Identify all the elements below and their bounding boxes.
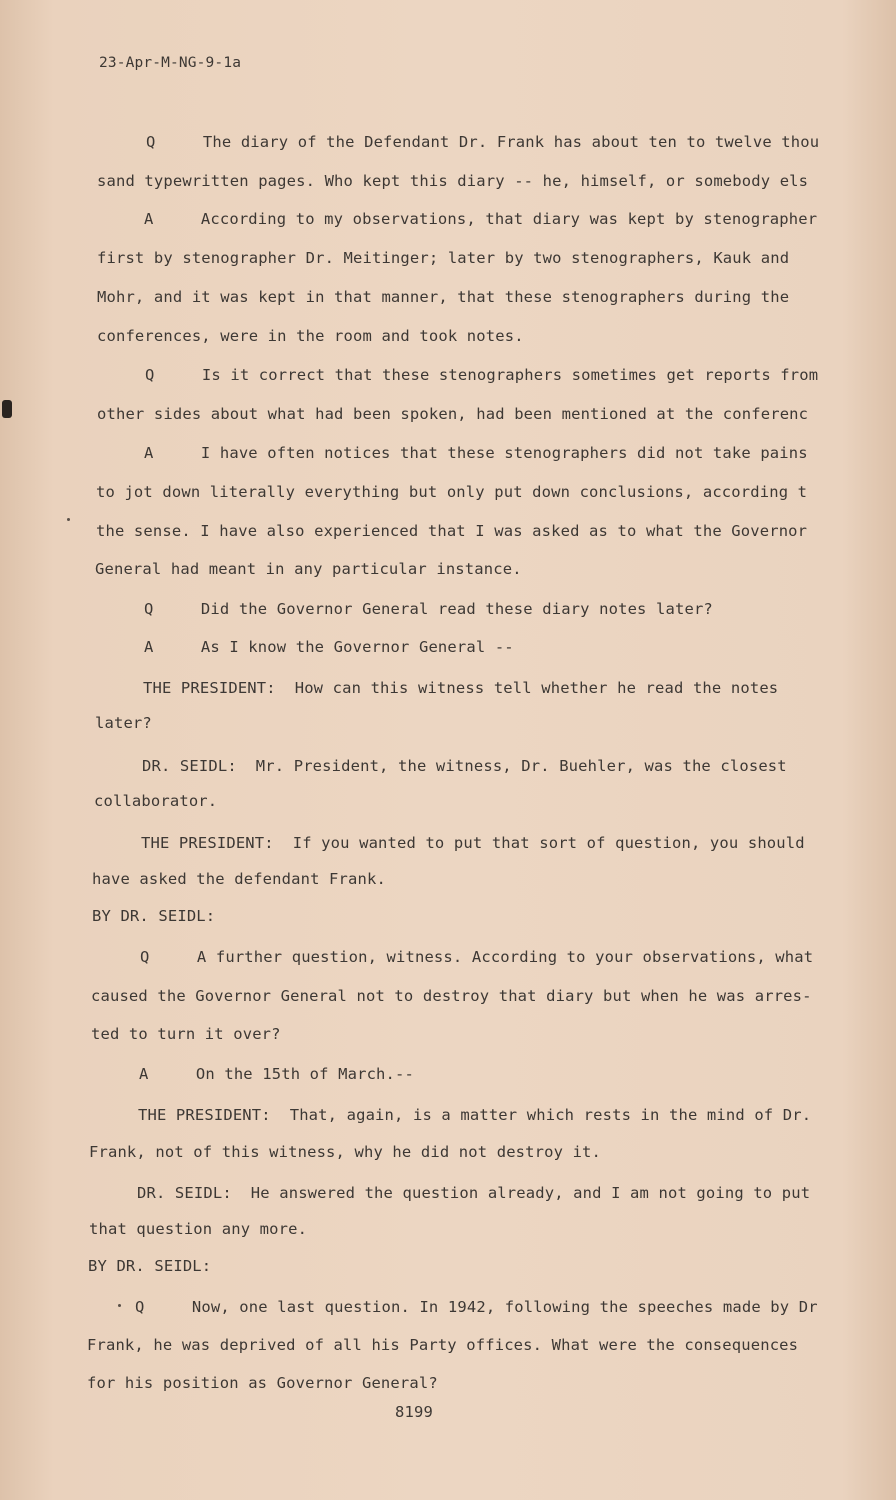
- text-line: Frank, he was deprived of all his Party offices. What were the consequences: [87, 1336, 799, 1354]
- text-line: first by stenographer Dr. Meitinger; later by two stenographers, Kauk and: [97, 249, 790, 267]
- text-line: later?: [95, 714, 152, 732]
- text-line: A As I know the Governor General --: [144, 638, 514, 656]
- text-line: Mohr, and it was kept in that manner, that these stenographers during the: [97, 288, 790, 306]
- document-id: 23-Apr-M-NG-9-1a: [99, 55, 242, 71]
- section-heading: BY DR. SEIDL:: [92, 907, 216, 925]
- text-line: Q Now, one last question. In 1942, following the speeches made by Dr: [135, 1298, 818, 1316]
- section-heading: BY DR. SEIDL:: [88, 1257, 212, 1275]
- text-line: Q Did the Governor General read these diary notes later?: [144, 600, 713, 618]
- text-line: caused the Governor General not to destroy that diary but when he was arres-: [91, 987, 812, 1005]
- text-line: Q Is it correct that these stenographers sometimes get reports from: [145, 366, 819, 384]
- text-line: A On the 15th of March.--: [139, 1065, 414, 1083]
- text-line: THE PRESIDENT: How can this witness tell whether he read the notes: [143, 679, 779, 697]
- text-line: ted to turn it over?: [91, 1025, 281, 1043]
- text-line: have asked the defendant Frank.: [92, 870, 386, 888]
- text-line: that question any more.: [89, 1220, 308, 1238]
- text-line: Q The diary of the Defendant Dr. Frank has about ten to twelve thou: [146, 133, 820, 151]
- text-line: Q A further question, witness. According to your observations, what: [140, 948, 814, 966]
- punch-hole: [2, 400, 12, 418]
- text-line: A I have often notices that these stenographers did not take pains: [144, 444, 808, 462]
- text-line: for his position as Governor General?: [87, 1374, 438, 1392]
- text-line: DR. SEIDL: Mr. President, the witness, Dr. Buehler, was the closest: [142, 757, 787, 775]
- text-line: General had meant in any particular instance.: [95, 560, 522, 578]
- text-line: DR. SEIDL: He answered the question already, and I am not going to put: [137, 1184, 811, 1202]
- paper-speck: [67, 518, 70, 521]
- text-line: other sides about what had been spoken, had been mentioned at the conferenc: [97, 405, 809, 423]
- text-line: conferences, were in the room and took notes.: [97, 327, 524, 345]
- text-line: Frank, not of this witness, why he did not destroy it.: [89, 1143, 602, 1161]
- text-line: the sense. I have also experienced that I was asked as to what the Governor: [96, 522, 808, 540]
- text-line: THE PRESIDENT: That, again, is a matter which rests in the mind of Dr.: [138, 1106, 812, 1124]
- text-line: to jot down literally everything but only put down conclusions, according t: [96, 483, 808, 501]
- text-line: collaborator.: [94, 792, 218, 810]
- text-line: A According to my observations, that diary was kept by stenographer: [144, 210, 818, 228]
- text-line: sand typewritten pages. Who kept this diary -- he, himself, or somebody els: [97, 172, 809, 190]
- page-number: 8199: [395, 1403, 433, 1421]
- text-line: THE PRESIDENT: If you wanted to put that sort of question, you should: [141, 834, 805, 852]
- paper-speck: [118, 1304, 121, 1307]
